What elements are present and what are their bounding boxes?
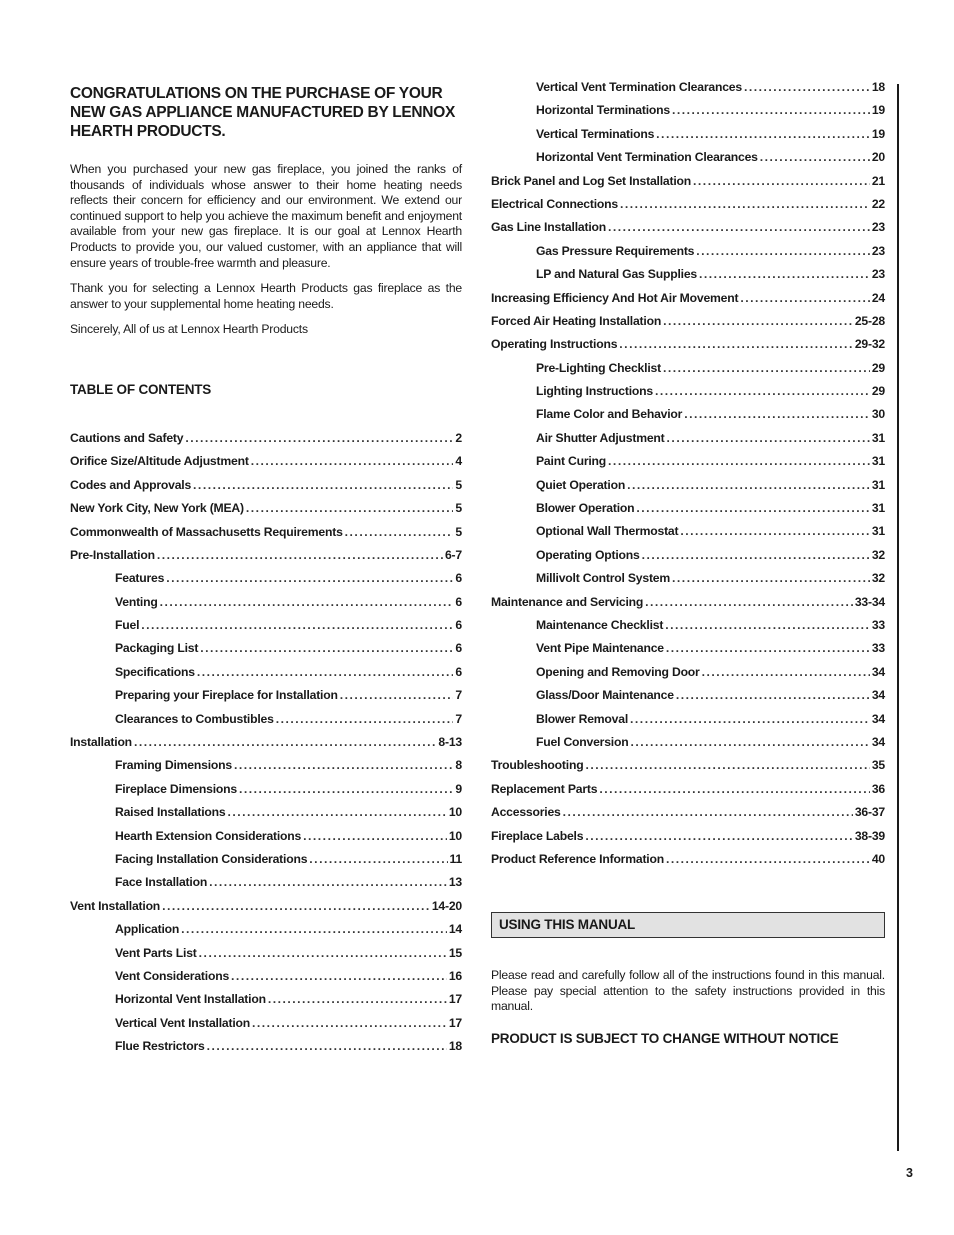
toc-entry-page: 19 bbox=[871, 103, 885, 118]
toc-dot-leader bbox=[684, 407, 870, 421]
toc-entry-title: Accessories bbox=[491, 805, 561, 820]
toc-entry-title: Vertical Vent Termination Clearances bbox=[536, 80, 742, 94]
toc-entry-title: Gas Line Installation bbox=[491, 220, 606, 235]
toc-entry-title: Quiet Operation bbox=[536, 477, 626, 492]
toc-entry-title: Horizontal Vent Termination Clearances bbox=[536, 150, 758, 165]
toc-entry-title: Clearances to Combustibles bbox=[115, 711, 274, 726]
toc-entry-title: Replacement Parts bbox=[491, 781, 598, 796]
toc-entry-page: 14 bbox=[448, 922, 462, 937]
toc-entry-page: 6 bbox=[455, 618, 462, 633]
using-manual-heading: USING THIS MANUAL bbox=[491, 912, 885, 938]
toc-entry bbox=[491, 174, 885, 197]
toc-dot-leader bbox=[699, 267, 870, 281]
toc-entry-page: 31 bbox=[871, 430, 885, 445]
toc-entry bbox=[491, 337, 885, 360]
toc-entry-title: Brick Panel and Log Set Installation bbox=[491, 173, 692, 188]
toc-entry-title: Flue Restrictors bbox=[115, 1039, 205, 1054]
toc-entry bbox=[491, 407, 885, 430]
toc-entry bbox=[491, 758, 885, 781]
toc-entry-page: 6 bbox=[455, 664, 462, 679]
toc-dot-leader bbox=[185, 431, 453, 445]
toc-entry-page: 34 bbox=[871, 711, 885, 726]
toc-dot-leader bbox=[608, 220, 870, 234]
intro-headline: CONGRATULATIONS ON THE PURCHASE OF YOUR NEW GAS APPLIANCE MANUFACTURED BY LENNOX HEARTH PRODUCTS. bbox=[70, 85, 455, 140]
toc-entry-page: 6 bbox=[455, 641, 462, 656]
toc-entry-page: 31 bbox=[871, 501, 885, 516]
toc-list-right bbox=[491, 80, 885, 875]
toc-entry-page: 30 bbox=[871, 407, 885, 422]
toc-entry-page: 20 bbox=[871, 150, 885, 165]
toc-entry-page: 33-34 bbox=[854, 594, 885, 609]
toc-dot-leader bbox=[702, 665, 870, 679]
toc-dot-leader bbox=[234, 758, 453, 772]
toc-dot-leader bbox=[251, 454, 454, 468]
toc-entry-title: Electrical Connections bbox=[491, 196, 618, 211]
toc-entry-page: 25-28 bbox=[854, 313, 885, 328]
toc-entry-title: Fireplace Labels bbox=[491, 828, 584, 843]
toc-entry-title: Features bbox=[115, 571, 165, 586]
toc-entry-title: LP and Natural Gas Supplies bbox=[536, 267, 697, 282]
toc-entry-page: 23 bbox=[871, 220, 885, 235]
toc-dot-leader bbox=[345, 525, 454, 539]
toc-dot-leader bbox=[672, 571, 870, 585]
toc-entry bbox=[70, 595, 462, 618]
toc-entry-page: 8 bbox=[455, 758, 462, 773]
toc-entry-title: Flame Color and Behavior bbox=[536, 407, 683, 422]
toc-dot-leader bbox=[620, 197, 870, 211]
toc-entry-title: Vertical Terminations bbox=[536, 126, 655, 141]
toc-dot-leader bbox=[630, 712, 870, 726]
toc-dot-leader bbox=[680, 524, 869, 538]
toc-entry-title: Opening and Removing Door bbox=[536, 664, 700, 679]
toc-entry-page: 36-37 bbox=[854, 805, 885, 820]
toc-entry bbox=[491, 150, 885, 173]
toc-entry-title: Codes and Approvals bbox=[70, 477, 192, 492]
toc-dot-leader bbox=[672, 103, 870, 117]
toc-entry-page: 35 bbox=[871, 758, 885, 773]
toc-entry-page: 16 bbox=[448, 968, 462, 983]
toc-entry-page: 4 bbox=[455, 454, 462, 469]
page-number: 3 bbox=[906, 1166, 913, 1180]
toc-title: TABLE OF CONTENTS bbox=[70, 381, 212, 397]
toc-dot-leader bbox=[655, 384, 870, 398]
toc-entry-title: Vent Pipe Maintenance bbox=[536, 641, 664, 656]
toc-entry bbox=[491, 641, 885, 664]
toc-entry-title: Millivolt Control System bbox=[536, 571, 671, 586]
toc-entry-title: Pre-Lighting Checklist bbox=[536, 360, 661, 375]
toc-entry-title: Troubleshooting bbox=[491, 758, 584, 773]
toc-dot-leader bbox=[141, 618, 453, 632]
toc-dot-leader bbox=[585, 829, 853, 843]
toc-entry-page: 10 bbox=[448, 805, 462, 820]
toc-dot-leader bbox=[563, 805, 853, 819]
change-notice: PRODUCT IS SUBJECT TO CHANGE WITHOUT NOTICE bbox=[491, 1031, 839, 1047]
toc-entry bbox=[70, 478, 462, 501]
toc-entry bbox=[70, 665, 462, 688]
toc-dot-leader bbox=[199, 946, 447, 960]
toc-dot-leader bbox=[309, 852, 447, 866]
toc-dot-leader bbox=[157, 548, 443, 562]
toc-dot-leader bbox=[162, 899, 430, 913]
toc-entry-page: 17 bbox=[448, 1015, 462, 1030]
toc-dot-leader bbox=[642, 548, 870, 562]
toc-entry-title: Installation bbox=[70, 735, 132, 750]
toc-entry-page: 6-7 bbox=[444, 547, 462, 562]
toc-dot-leader bbox=[227, 805, 446, 819]
toc-dot-leader bbox=[656, 127, 870, 141]
toc-entry-title: Venting bbox=[115, 594, 158, 609]
toc-entry-page: 22 bbox=[871, 196, 885, 211]
toc-entry-page: 33 bbox=[871, 641, 885, 656]
using-manual-paragraph: Please read and carefully follow all of the instructions found in this manual. Please pay special attention to the safety instructions provided in this manual. bbox=[491, 968, 885, 1014]
toc-entry bbox=[491, 220, 885, 243]
toc-entry bbox=[491, 782, 885, 805]
toc-entry-page: 38-39 bbox=[854, 828, 885, 843]
toc-entry bbox=[70, 548, 462, 571]
toc-entry bbox=[70, 1039, 462, 1062]
toc-dot-leader bbox=[303, 829, 447, 843]
toc-dot-leader bbox=[209, 875, 447, 889]
toc-entry bbox=[491, 829, 885, 852]
toc-entry-title: Vertical Vent Installation bbox=[115, 1015, 251, 1030]
toc-entry bbox=[70, 1016, 462, 1039]
toc-entry-title: Vent Parts List bbox=[115, 945, 197, 960]
toc-entry bbox=[70, 829, 462, 852]
toc-dot-leader bbox=[197, 665, 454, 679]
toc-entry bbox=[70, 969, 462, 992]
toc-dot-leader bbox=[340, 688, 454, 702]
toc-entry-page: 14-20 bbox=[431, 898, 462, 913]
toc-entry-title: Fireplace Dimensions bbox=[115, 781, 237, 796]
toc-entry-title: Blower Operation bbox=[536, 501, 635, 516]
toc-entry bbox=[491, 688, 885, 711]
toc-entry-title: Facing Installation Considerations bbox=[115, 851, 308, 866]
toc-entry-page: 32 bbox=[871, 547, 885, 562]
toc-entry-title: Paint Curing bbox=[536, 454, 607, 469]
toc-entry bbox=[70, 618, 462, 641]
toc-entry bbox=[491, 665, 885, 688]
toc-entry-title: New York City, New York (MEA) bbox=[70, 501, 244, 516]
toc-entry-page: 33 bbox=[871, 617, 885, 632]
toc-entry-title: Pre-Installation bbox=[70, 547, 155, 562]
toc-entry bbox=[70, 712, 462, 735]
toc-entry-title: Operating Instructions bbox=[491, 337, 618, 352]
toc-entry bbox=[491, 361, 885, 384]
toc-entry-title: Hearth Extension Considerations bbox=[115, 828, 302, 843]
toc-entry-title: Operating Options bbox=[536, 547, 640, 562]
toc-entry bbox=[491, 595, 885, 618]
toc-entry bbox=[70, 501, 462, 524]
toc-entry-title: Application bbox=[115, 922, 180, 937]
toc-dot-leader bbox=[276, 712, 454, 726]
toc-dot-leader bbox=[744, 80, 870, 94]
toc-dot-leader bbox=[696, 244, 870, 258]
toc-entry-page: 23 bbox=[871, 243, 885, 258]
toc-entry-page: 31 bbox=[871, 524, 885, 539]
toc-entry-title: Gas Pressure Requirements bbox=[536, 243, 695, 258]
toc-entry-page: 11 bbox=[449, 851, 462, 866]
toc-entry-title: Packaging List bbox=[115, 641, 199, 656]
toc-entry bbox=[70, 899, 462, 922]
toc-entry bbox=[491, 524, 885, 547]
toc-entry-page: 31 bbox=[871, 454, 885, 469]
toc-dot-leader bbox=[193, 478, 453, 492]
toc-entry-title: Blower Removal bbox=[536, 711, 629, 726]
toc-dot-leader bbox=[231, 969, 447, 983]
toc-dot-leader bbox=[760, 150, 870, 164]
toc-entry-page: 10 bbox=[448, 828, 462, 843]
toc-entry-title: Maintenance Checklist bbox=[536, 617, 664, 632]
toc-dot-leader bbox=[667, 431, 870, 445]
toc-dot-leader bbox=[246, 501, 454, 515]
toc-entry-title: Increasing Efficiency And Hot Air Movement bbox=[491, 290, 739, 305]
toc-dot-leader bbox=[636, 501, 869, 515]
toc-entry bbox=[70, 852, 462, 875]
toc-entry-title: Fuel bbox=[115, 618, 140, 633]
signature: Sincerely, All of us at Lennox Hearth Products bbox=[70, 322, 308, 337]
toc-entry bbox=[491, 197, 885, 220]
toc-entry-page: 15 bbox=[448, 945, 462, 960]
toc-entry bbox=[491, 712, 885, 735]
toc-entry bbox=[491, 548, 885, 571]
toc-entry-title: Specifications bbox=[115, 664, 195, 679]
toc-entry-title: Orifice Size/Altitude Adjustment bbox=[70, 454, 249, 469]
toc-dot-leader bbox=[252, 1016, 447, 1030]
toc-entry bbox=[70, 805, 462, 828]
toc-dot-leader bbox=[166, 571, 453, 585]
toc-entry-page: 18 bbox=[448, 1039, 462, 1054]
toc-dot-leader bbox=[207, 1039, 447, 1053]
toc-entry-title: Face Installation bbox=[115, 875, 208, 890]
toc-entry bbox=[70, 922, 462, 945]
toc-dot-leader bbox=[608, 454, 870, 468]
toc-entry bbox=[70, 782, 462, 805]
toc-dot-leader bbox=[693, 174, 870, 188]
toc-entry-title: Product Reference Information bbox=[491, 851, 664, 866]
toc-dot-leader bbox=[200, 641, 453, 655]
toc-entry bbox=[491, 103, 885, 126]
toc-entry bbox=[491, 291, 885, 314]
toc-dot-leader bbox=[627, 478, 870, 492]
toc-entry-page: 13 bbox=[448, 875, 462, 890]
toc-dot-leader bbox=[134, 735, 436, 749]
toc-entry bbox=[491, 454, 885, 477]
toc-entry-page: 34 bbox=[871, 734, 885, 749]
toc-entry bbox=[491, 384, 885, 407]
toc-entry bbox=[491, 805, 885, 828]
toc-entry bbox=[491, 735, 885, 758]
toc-entry-page: 19 bbox=[871, 126, 885, 141]
toc-dot-leader bbox=[630, 735, 869, 749]
toc-entry-page: 21 bbox=[871, 173, 885, 188]
toc-entry-title: Raised Installations bbox=[115, 805, 226, 820]
toc-entry bbox=[70, 875, 462, 898]
toc-entry bbox=[491, 501, 885, 524]
toc-dot-leader bbox=[619, 337, 853, 351]
toc-entry-title: Framing Dimensions bbox=[115, 758, 232, 773]
toc-entry-page: 6 bbox=[455, 594, 462, 609]
toc-entry bbox=[491, 244, 885, 267]
toc-entry-page: 29 bbox=[871, 384, 885, 399]
toc-entry-title: Commonwealth of Massachusetts Requirements bbox=[70, 524, 343, 539]
toc-dot-leader bbox=[645, 595, 853, 609]
toc-entry-page: 29-32 bbox=[854, 337, 885, 352]
toc-entry-page: 29 bbox=[871, 360, 885, 375]
toc-entry-title: Horizontal Terminations bbox=[536, 103, 670, 118]
toc-entry bbox=[491, 852, 885, 875]
thanks-paragraph: Thank you for selecting a Lennox Hearth Products gas fireplace as the answer to your supplemental home heating needs. bbox=[70, 281, 462, 311]
toc-entry bbox=[491, 478, 885, 501]
toc-entry-page: 32 bbox=[871, 571, 885, 586]
toc-dot-leader bbox=[181, 922, 447, 936]
toc-dot-leader bbox=[665, 618, 870, 632]
toc-entry-title: Lighting Instructions bbox=[536, 384, 653, 399]
intro-paragraph: When you purchased your new gas fireplace, you joined the ranks of thousands of individuals whose answer to their home heating needs reflects their concern for efficiency and our environment. We extend our continued support to help you achieve the maximum benefit and enjoyment available from your new gas fireplace. It is our goal at Lennox Hearth Products to provide you, our valued customer, with an appliance that will ensure years of trouble-free warmth and pleasure. bbox=[70, 162, 462, 270]
toc-entry-title: Horizontal Vent Installation bbox=[115, 992, 266, 1007]
toc-entry-page: 7 bbox=[455, 688, 462, 703]
toc-dot-leader bbox=[160, 595, 454, 609]
toc-entry bbox=[70, 758, 462, 781]
toc-entry bbox=[70, 992, 462, 1015]
toc-entry-page: 9 bbox=[455, 781, 462, 796]
toc-list-left bbox=[70, 431, 462, 1063]
toc-entry-page: 31 bbox=[871, 477, 885, 492]
toc-entry-page: 24 bbox=[871, 290, 885, 305]
toc-entry bbox=[70, 688, 462, 711]
toc-entry-page: 5 bbox=[455, 524, 462, 539]
right-column bbox=[491, 80, 885, 1046]
toc-entry-title: Fuel Conversion bbox=[536, 734, 629, 749]
toc-entry-title: Air Shutter Adjustment bbox=[536, 430, 665, 445]
toc-entry-page: 34 bbox=[871, 688, 885, 703]
toc-entry-page: 17 bbox=[448, 992, 462, 1007]
left-column bbox=[70, 84, 462, 1062]
toc-dot-leader bbox=[663, 361, 870, 375]
toc-dot-leader bbox=[676, 688, 870, 702]
toc-entry bbox=[491, 431, 885, 454]
toc-entry bbox=[70, 454, 462, 477]
toc-entry bbox=[491, 80, 885, 103]
toc-entry-title: Vent Installation bbox=[70, 898, 161, 913]
toc-entry bbox=[70, 735, 462, 758]
toc-entry-page: 2 bbox=[455, 430, 462, 445]
toc-dot-leader bbox=[239, 782, 453, 796]
toc-entry-title: Maintenance and Servicing bbox=[491, 594, 644, 609]
toc-entry bbox=[70, 431, 462, 454]
toc-entry bbox=[70, 641, 462, 664]
toc-entry-page: 5 bbox=[455, 477, 462, 492]
toc-entry-title: Optional Wall Thermostat bbox=[536, 524, 679, 539]
toc-dot-leader bbox=[740, 291, 869, 305]
toc-entry-page: 34 bbox=[871, 664, 885, 679]
toc-entry-page: 6 bbox=[455, 571, 462, 586]
toc-entry bbox=[70, 571, 462, 594]
toc-entry-page: 8-13 bbox=[438, 735, 462, 750]
toc-entry-page: 7 bbox=[455, 711, 462, 726]
toc-dot-leader bbox=[666, 641, 870, 655]
page-edge-rule bbox=[897, 84, 899, 1151]
toc-entry-page: 5 bbox=[455, 501, 462, 516]
toc-entry bbox=[491, 571, 885, 594]
toc-entry-title: Glass/Door Maintenance bbox=[536, 688, 674, 703]
toc-dot-leader bbox=[268, 992, 447, 1006]
toc-entry-title: Cautions and Safety bbox=[70, 430, 184, 445]
toc-dot-leader bbox=[666, 852, 870, 866]
toc-dot-leader bbox=[585, 758, 869, 772]
toc-entry-page: 36 bbox=[871, 781, 885, 796]
toc-entry bbox=[491, 314, 885, 337]
toc-entry-title: Vent Considerations bbox=[115, 968, 230, 983]
toc-entry bbox=[491, 127, 885, 150]
toc-entry-page: 23 bbox=[871, 267, 885, 282]
toc-entry-title: Forced Air Heating Installation bbox=[491, 313, 662, 328]
toc-entry-page: 40 bbox=[871, 851, 885, 866]
toc-dot-leader bbox=[663, 314, 853, 328]
toc-entry bbox=[491, 618, 885, 641]
toc-entry-title: Preparing your Fireplace for Installation bbox=[115, 688, 338, 703]
toc-entry-page: 18 bbox=[871, 80, 885, 94]
toc-dot-leader bbox=[599, 782, 870, 796]
toc-entry bbox=[70, 525, 462, 548]
toc-entry bbox=[491, 267, 885, 290]
toc-entry bbox=[70, 946, 462, 969]
